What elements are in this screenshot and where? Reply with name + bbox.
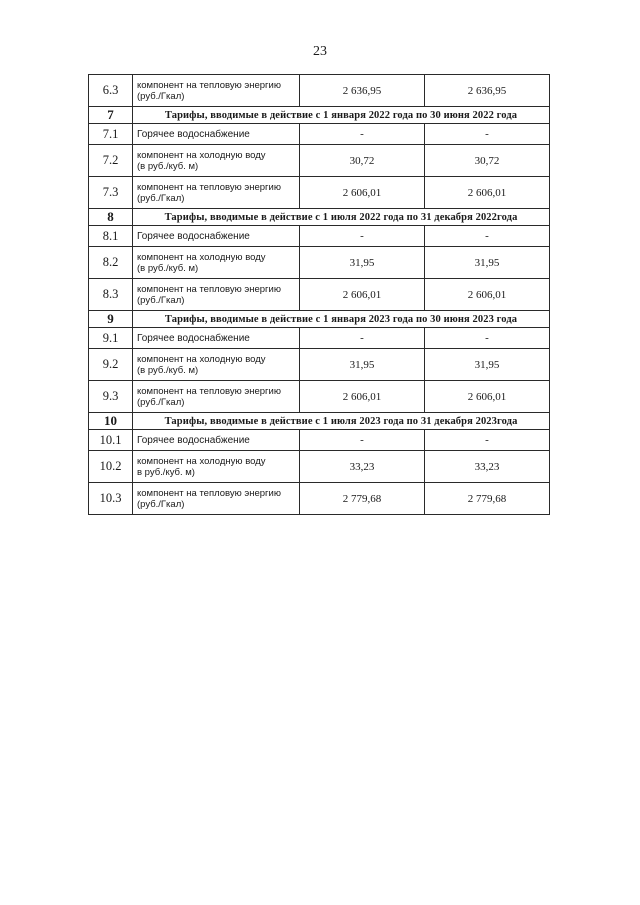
section-title: Тарифы, вводимые в действие с 1 января 2022 года по 30 июня 2022 года — [133, 107, 550, 124]
tariff-value-1: 2 779,68 — [300, 483, 425, 515]
section-header-row — [89, 107, 550, 124]
tariff-value-1: 30,72 — [300, 145, 425, 177]
table-row — [89, 328, 550, 349]
tariff-value-1: 31,95 — [300, 247, 425, 279]
row-number: 9.3 — [89, 381, 133, 413]
tariff-value-2: 30,72 — [425, 145, 550, 177]
row-number: 9.2 — [89, 349, 133, 381]
row-number: 10.2 — [89, 451, 133, 483]
row-description — [133, 177, 300, 209]
table-row — [89, 451, 550, 483]
row-number: 7.2 — [89, 145, 133, 177]
tariff-value-1: - — [300, 226, 425, 247]
tariff-value-1: 2 606,01 — [300, 381, 425, 413]
description-unit-line: в руб./куб. м) — [137, 467, 195, 478]
tariff-table — [88, 74, 550, 515]
description-line: компонент на холодную воду — [137, 150, 266, 161]
description-line: Горячее водоснабжение — [137, 333, 250, 344]
tariff-value-2: 2 636,95 — [425, 75, 550, 107]
row-description — [133, 247, 300, 279]
tariff-value-2: 31,95 — [425, 349, 550, 381]
table-row — [89, 75, 550, 107]
description-unit-line: (руб./Гкал) — [137, 91, 185, 102]
description-line: Горячее водоснабжение — [137, 231, 250, 242]
row-number: 8.3 — [89, 279, 133, 311]
row-number: 6.3 — [89, 75, 133, 107]
page-number: 23 — [313, 44, 327, 59]
description-unit-line: (руб./Гкал) — [137, 397, 185, 408]
description-line: Горячее водоснабжение — [137, 435, 250, 446]
section-number: 7 — [89, 107, 133, 124]
tariff-value-1: 2 606,01 — [300, 279, 425, 311]
section-header-row — [89, 311, 550, 328]
description-line: компонент на тепловую энергию — [137, 182, 281, 193]
tariff-value-2: 2 606,01 — [425, 177, 550, 209]
tariff-value-1: 31,95 — [300, 349, 425, 381]
description-line: компонент на тепловую энергию — [137, 80, 281, 91]
section-number: 10 — [89, 413, 133, 430]
tariff-value-1: 2 606,01 — [300, 177, 425, 209]
row-number: 9.1 — [89, 328, 133, 349]
row-number: 10.3 — [89, 483, 133, 515]
tariff-value-2: - — [425, 328, 550, 349]
description-line: компонент на холодную воду — [137, 252, 266, 263]
tariff-value-2: 31,95 — [425, 247, 550, 279]
tariff-value-2: - — [425, 430, 550, 451]
description-unit-line: (в руб./куб. м) — [137, 161, 199, 172]
row-description — [133, 483, 300, 515]
description-unit-line: (руб./Гкал) — [137, 193, 185, 204]
table-row — [89, 177, 550, 209]
tariff-value-1: - — [300, 328, 425, 349]
row-description — [133, 381, 300, 413]
tariff-table-body — [89, 75, 550, 515]
tariff-value-1: 33,23 — [300, 451, 425, 483]
row-number: 8.2 — [89, 247, 133, 279]
row-description — [133, 279, 300, 311]
table-row — [89, 279, 550, 311]
row-number: 7.1 — [89, 124, 133, 145]
tariff-value-2: - — [425, 124, 550, 145]
description-line: компонент на тепловую энергию — [137, 386, 281, 397]
table-row — [89, 430, 550, 451]
tariff-value-1: 2 636,95 — [300, 75, 425, 107]
tariff-value-2: 2 779,68 — [425, 483, 550, 515]
section-title: Тарифы, вводимые в действие с 1 июля 2022 года по 31 декабря 2022года — [133, 209, 550, 226]
table-row — [89, 124, 550, 145]
section-number: 8 — [89, 209, 133, 226]
row-description — [133, 430, 300, 451]
row-description — [133, 226, 300, 247]
row-description — [133, 145, 300, 177]
tariff-value-1: - — [300, 124, 425, 145]
table-row — [89, 483, 550, 515]
description-line: компонент на холодную воду — [137, 456, 266, 467]
row-description — [133, 349, 300, 381]
tariff-value-2: 2 606,01 — [425, 279, 550, 311]
row-description — [133, 124, 300, 145]
table-row — [89, 226, 550, 247]
section-title: Тарифы, вводимые в действие с 1 января 2023 года по 30 июня 2023 года — [133, 311, 550, 328]
tariff-value-2: - — [425, 226, 550, 247]
row-description — [133, 328, 300, 349]
section-number: 9 — [89, 311, 133, 328]
section-header-row — [89, 209, 550, 226]
description-unit-line: (в руб./куб. м) — [137, 263, 199, 274]
tariff-value-2: 2 606,01 — [425, 381, 550, 413]
table-row — [89, 381, 550, 413]
description-line: компонент на тепловую энергию — [137, 284, 281, 295]
row-number: 7.3 — [89, 177, 133, 209]
description-line: Горячее водоснабжение — [137, 129, 250, 140]
table-row — [89, 145, 550, 177]
description-unit-line: (в руб./куб. м) — [137, 365, 199, 376]
description-unit-line: (руб./Гкал) — [137, 295, 185, 306]
row-description — [133, 75, 300, 107]
section-title: Тарифы, вводимые в действие с 1 июля 2023 года по 31 декабря 2023года — [133, 413, 550, 430]
row-description — [133, 451, 300, 483]
description-unit-line: (руб./Гкал) — [137, 499, 185, 510]
tariff-value-2: 33,23 — [425, 451, 550, 483]
section-header-row — [89, 413, 550, 430]
table-row — [89, 349, 550, 381]
description-line: компонент на тепловую энергию — [137, 488, 281, 499]
row-number: 10.1 — [89, 430, 133, 451]
description-line: компонент на холодную воду — [137, 354, 266, 365]
row-number: 8.1 — [89, 226, 133, 247]
table-row — [89, 247, 550, 279]
tariff-value-1: - — [300, 430, 425, 451]
